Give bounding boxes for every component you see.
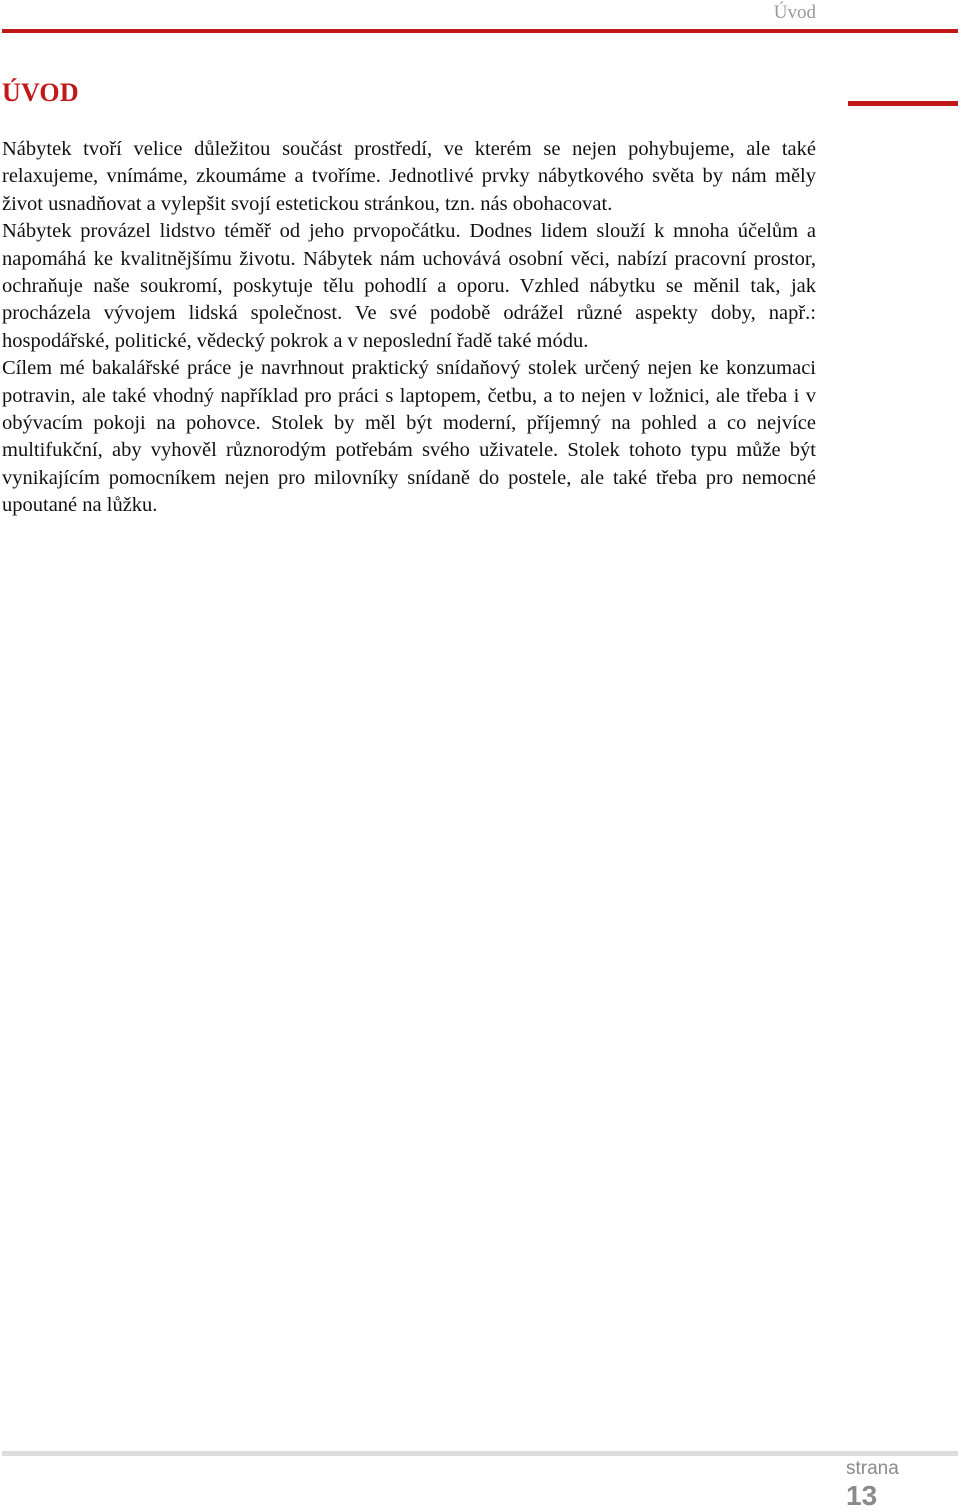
paragraph-goal: Cílem mé bakalářské práce je navrhnout praktický snídaňový stolek určený nejen ke konzumaci potravin, ale také vhodný například pro práci s laptopem, četbu, a to nejen v ložnici, ale třeba i v obývacím pokoji na pohovce. Stolek by měl být moderní, příjemný na pohled a co nejvíce multifukční, aby vyhověl různorodým potřebám svého uživatele. Stolek tohoto typu může být vynikajícím pomocníkem nejen pro milovníky snídaně do postele, ale také třeba pro nemocné upoutané na lůžku. xyxy=(2,357,816,517)
section-heading: ÚVOD xyxy=(2,78,79,107)
section-body xyxy=(2,136,816,520)
heading-accent-bar xyxy=(848,101,958,106)
header-divider xyxy=(2,29,958,33)
running-header-title: Úvod xyxy=(773,2,816,23)
paragraph-history: Nábytek provázel lidstvo téměř od jeho prvopočátku. Dodnes lidem slouží k mnoha účelům a napomáhá ke kvalitnějšímu životu. Nábytek nám uchovává osobní věci, nabízí pracovní prostor, ochraňuje naše soukromí, poskytuje tělu pohodlí a oporu. Vzhled nábytku se měnil tak, jak procházela vývojem lidská společnost. Ve své podobě odrážel různé aspekty doby, např.: hospodářské, politické, vědecký pokrok a v neposlední řadě také módu. xyxy=(2,220,816,352)
page-number: 13 xyxy=(846,1480,878,1511)
footer-divider xyxy=(2,1451,958,1456)
paragraph-intro: Nábytek tvoří velice důležitou součást prostředí, ve kterém se nejen pohybujeme, ale také relaxujeme, vnímáme, zkoumáme a tvoříme. Jednotlivé prvky nábytkového světa by nám měly život usnadňovat a vylepšit svojí estetickou stránkou, tzn. nás obohacovat. xyxy=(2,138,816,215)
page-label: strana xyxy=(846,1458,899,1479)
